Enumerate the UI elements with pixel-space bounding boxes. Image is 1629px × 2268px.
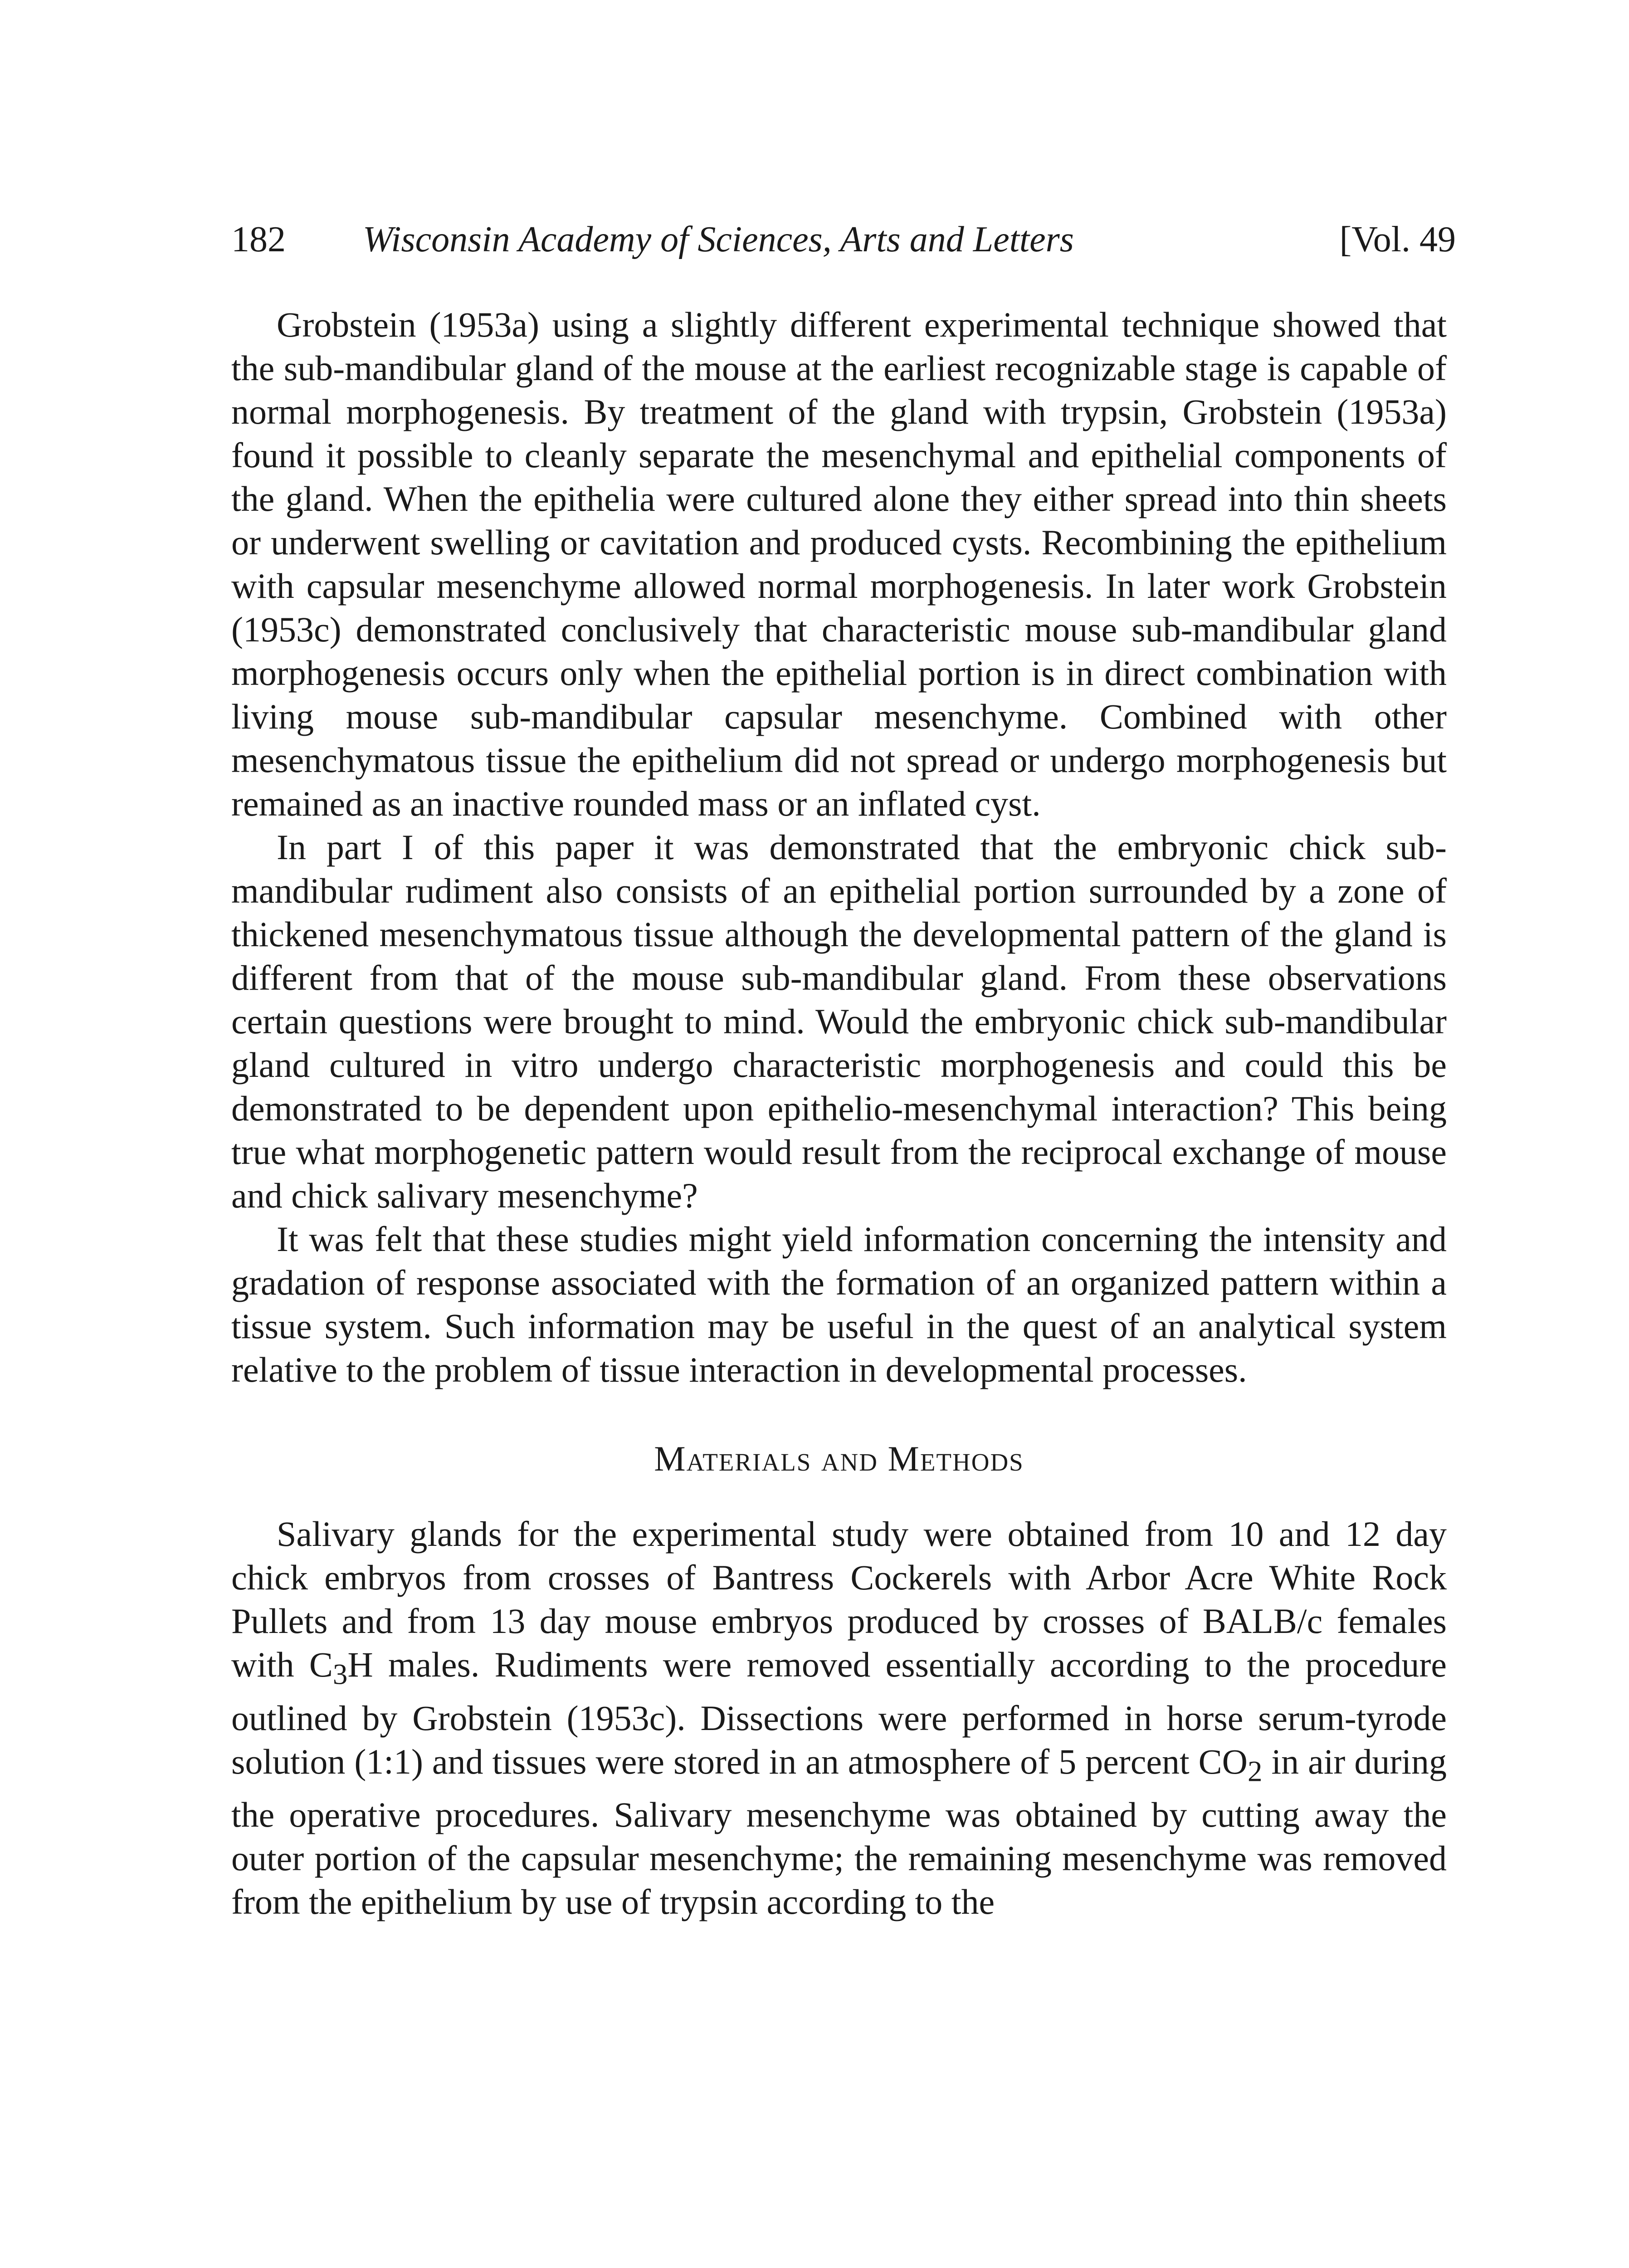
volume-label: [Vol. 49 — [1339, 220, 1456, 259]
running-header — [231, 212, 1456, 267]
methods-subscript-3: 3 — [332, 1658, 348, 1691]
methods-text-3: in air during the operative procedures. Salivary mesenchyme was obtained by cutting away the outer portion of the capsular mesenchyme; the remaining mesenchyme was removed from the epithelium by use of trypsin according to the — [231, 1741, 1447, 1922]
paragraph-3: It was felt that these studies might yield information concerning the intensity and gradation of response associated with the formation of an organized pattern within a tissue system. Such information may be useful in the quest of an analytical system relative to the problem of tissue interaction in developmental processes. — [231, 1219, 1447, 1389]
paragraph-methods — [231, 1512, 1447, 1924]
section-heading: Materials and Methods — [654, 1439, 1024, 1478]
body-text — [231, 303, 1447, 1924]
methods-text-1: Salivary glands for the experimental study were obtained from 10 and 12 day chick embryos from crosses of Bantress Cockerels with Arbor Acre White Rock Pullets and from 13 day mouse embryos produced by crosses of BALB/c females with C — [231, 1514, 1447, 1684]
methods-subscript-2: 2 — [1248, 1755, 1263, 1788]
paragraph-2: In part I of this paper it was demonstrated that the embryonic chick sub-mandibular rudiment also consists of an epithelial portion surrounded by a zone of thickened mesenchymatous tissue although the developmental pattern of the gland is different from that of the mouse sub-mandibular gland. From these observations certain questions were brought to mind. Would the embryonic chick sub-mandibular gland cultured in vitro undergo characteristic morphogenesis and could this be demonstrated to be dependent upon epithelio-mesenchymal interaction? This being true what morphogenetic pattern would result from the reciprocal exchange of mouse and chick salivary mesenchyme? — [231, 827, 1447, 1215]
methods-text-2: H males. Rudiments were removed essentially according to the procedure outlined by Grobstein (1953c). Dissections were performed in horse serum-tyrode solution (1:1) and tissues were stored in an atmosphere of 5 percent CO — [231, 1645, 1447, 1781]
page-number: 182 — [231, 220, 286, 259]
paragraph-1: Grobstein (1953a) using a slightly different experimental technique showed that the sub-mandibular gland of the mouse at the earliest recognizable stage is capable of normal morphogenesis. By treatment of the gland with trypsin, Grobstein (1953a) found it possible to cleanly separate the mesenchymal and epithelial components of the gland. When the epithelia were cultured alone they either spread into thin sheets or underwent swelling or cavitation and produced cysts. Recombining the epithelium with capsular mesenchyme allowed normal morphogenesis. In later work Grobstein (1953c) demonstrated conclusively that characteristic mouse sub-mandibular gland morphogenesis occurs only when the epithelial portion is in direct combination with living mouse sub-mandibular capsular mesenchyme. Combined with other mesenchymatous tissue the epithelium did not spread or undergo morphogenesis but remained as an inactive rounded mass or an inflated cyst. — [231, 305, 1447, 823]
journal-title: Wisconsin Academy of Sciences, Arts and Letters — [363, 220, 1074, 259]
